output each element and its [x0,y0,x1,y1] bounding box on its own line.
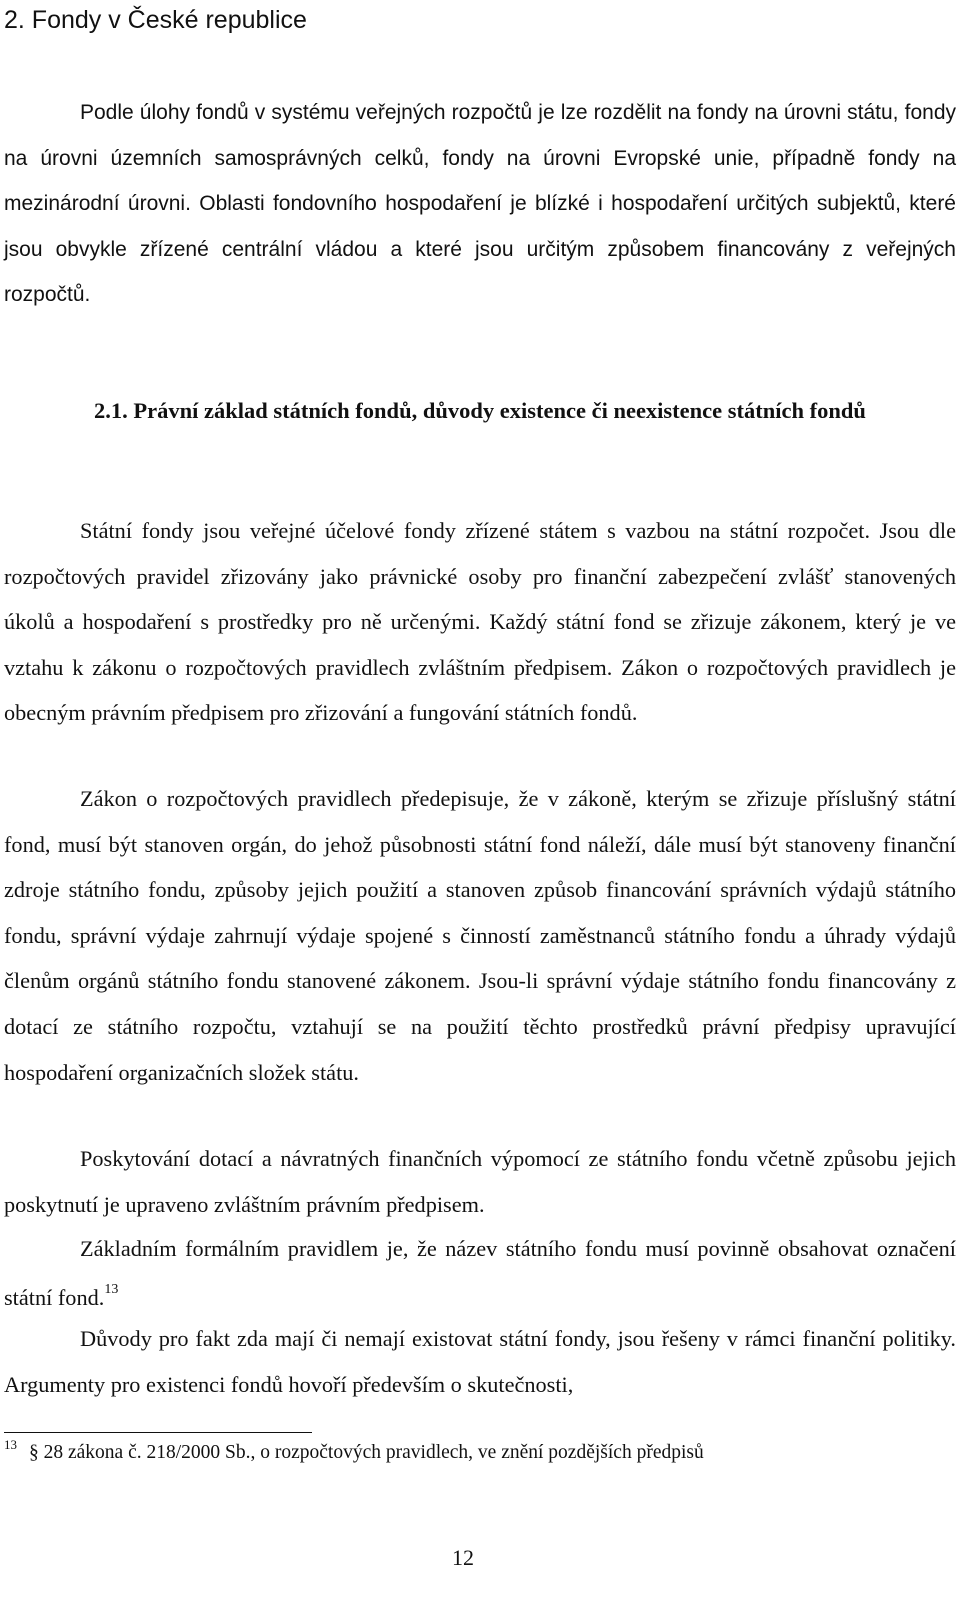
footnote-reference: 13 [104,1282,119,1297]
footnote-divider [4,1432,312,1433]
footnote [4,1438,944,1468]
section-heading: 2.1. Právní základ státních fondů, důvody existence či neexistence státních fondů [94,398,866,423]
paragraph-subsidies: Poskytování dotací a návratných finančních výpomocí ze státního fondu včetně způsobu jejich poskytnutí je upraveno zvláštním právním předpisem. [4,1146,956,1217]
page-number: 12 [452,1545,474,1570]
paragraph-naming-rule [4,1224,956,1322]
footnote-text: § 28 zákona č. 218/2000 Sb., o rozpočtových pravidlech, ve znění pozdějších předpisů [29,1442,704,1463]
paragraph-state-funds-definition: Státní fondy jsou veřejné účelové fondy zřízené státem s vazbou na státní rozpočet. Jsou dle rozpočtových pravidel zřizovány jako právnické osoby pro finanční zabezpečení zvlášť stanovených úkolů a hospodaření s prostředky pro ně určenými. Každý státní fond se zřizuje zákonem, který je ve vztahu k zákonu o rozpočtových pravidlech zvláštním předpisem. Zákon o rozpočtových pravidlech je obecným právním předpisem pro zřizování a fungování státních fondů. [4,518,956,726]
footnote-number: 13 [4,1437,17,1452]
paragraph-reasons: Důvody pro fakt zda mají či nemají existovat státní fondy, jsou řešeny v rámci finanční politiky. Argumenty pro existenci fondů hovoří především o skutečnosti, [4,1326,956,1397]
intro-paragraph: Podle úlohy fondů v systému veřejných rozpočtů je lze rozdělit na fondy na úrovni státu, fondy na úrovni územních samosprávných celků, fondy na úrovni Evropské unie, případně fondy na mezinárodní úrovni. Oblasti fondovního hospodaření je blízké i hospodaření určitých subjektů, které jsou obvykle zřízené centrální vládou a které jsou určitým způsobem financovány z veřejných rozpočtů. [4,101,956,307]
paragraph-naming-rule-text: Základním formálním pravidlem je, že název státního fondu musí povinně obsahovat označení státní fond. [4,1236,956,1310]
chapter-heading: 2. Fondy v České republice [4,6,307,34]
paragraph-budget-rules: Zákon o rozpočtových pravidlech předepisuje, že v zákoně, kterým se zřizuje příslušný státní fond, musí být stanoven orgán, do jehož působnosti státní fond náleží, dále musí být stanoveny finanční zdroje státního fondu, způsoby jejich použití a stanoven způsob financování správních výdajů státního fondu, správní výdaje zahrnují výdaje spojené s činností zaměstnanců státního fondu a úhrady výdajů členům orgánů státního fondu stanovené zákonem. Jsou-li správní výdaje státního fondu financovány z dotací ze státního rozpočtu, vztahují se na použití těchto prostředků právní předpisy upravující hospodaření organizačních složek státu. [4,786,956,1085]
